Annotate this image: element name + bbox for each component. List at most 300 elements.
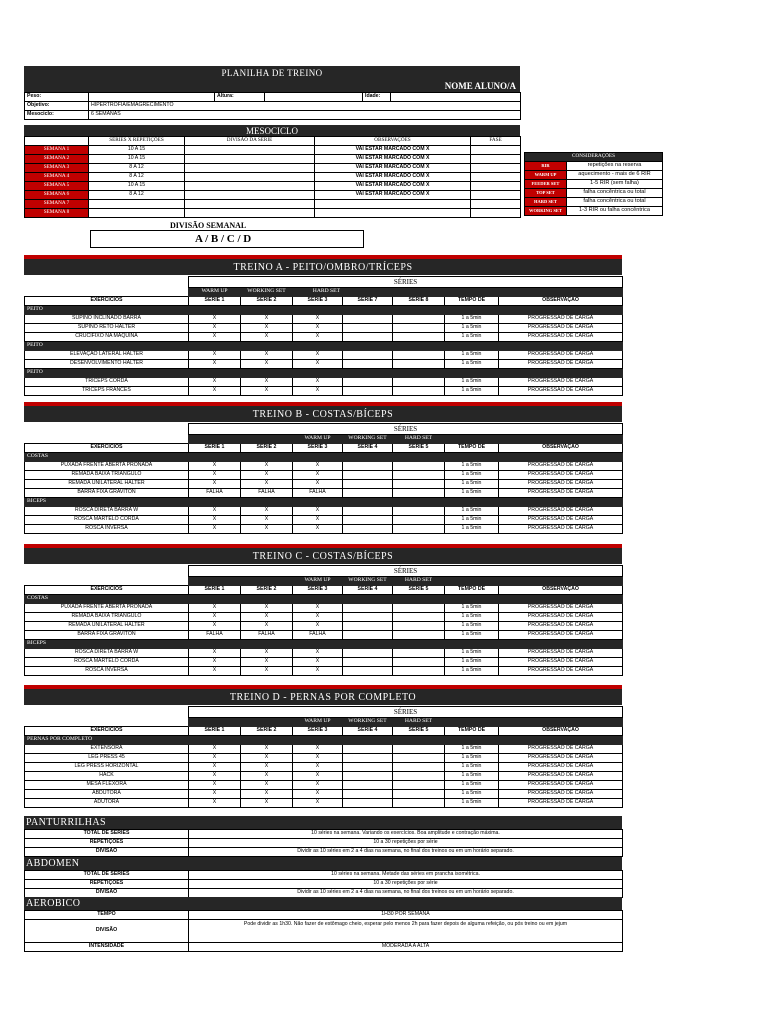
set-cell[interactable]: X xyxy=(293,622,343,631)
exercise-name: SUPINO RETO HALTER xyxy=(25,324,189,333)
blank-cell xyxy=(25,288,189,297)
set-cell[interactable] xyxy=(393,315,445,324)
blank-cell xyxy=(25,718,189,727)
set-cell[interactable] xyxy=(343,315,393,324)
tempo-cell[interactable]: 1 a 5min xyxy=(445,604,499,613)
tempo-cell[interactable]: 1 a 5min xyxy=(445,324,499,333)
set-cell[interactable]: X xyxy=(293,613,343,622)
exercise-row xyxy=(25,799,623,808)
set-cell[interactable]: X xyxy=(293,781,343,790)
set-cell[interactable]: FALHA xyxy=(189,631,241,640)
set-cell[interactable] xyxy=(343,489,393,498)
observacao-cell[interactable]: PROGRESSÃO DE CARGA xyxy=(499,745,623,754)
set-cell[interactable] xyxy=(343,378,393,387)
meso-week-obs[interactable] xyxy=(315,209,471,218)
observacao-cell[interactable]: PROGRESSÃO DE CARGA xyxy=(499,604,623,613)
col-serie: SÉRIE 2 xyxy=(241,444,293,453)
meso-week-obs[interactable] xyxy=(315,200,471,209)
col-serie: SÉRIE 1 xyxy=(189,727,241,736)
meso-week-fase[interactable] xyxy=(471,182,521,191)
tempo-cell[interactable]: 1 a 5min xyxy=(445,360,499,369)
tempo-cell[interactable]: 1 a 5min xyxy=(445,658,499,667)
observacao-cell[interactable]: PROGRESSÃO DE CARGA xyxy=(499,667,623,676)
set-cell[interactable] xyxy=(343,604,393,613)
notes-key: TOTAL DE SÉRIES xyxy=(25,830,189,839)
observacao-cell[interactable]: PROGRESSÃO DE CARGA xyxy=(499,315,623,324)
set-cell[interactable]: X xyxy=(241,387,293,396)
set-cell[interactable]: X xyxy=(189,613,241,622)
set-cell[interactable] xyxy=(343,525,393,534)
set-cell[interactable] xyxy=(393,658,445,667)
set-cell[interactable] xyxy=(343,631,393,640)
divisao-value: A / B / C / D xyxy=(195,233,252,245)
notes-value[interactable]: 10 séries na semana. Metade das séries em prancha isométrica. xyxy=(189,871,623,880)
observacao-cell[interactable]: PROGRESSÃO DE CARGA xyxy=(499,333,623,342)
meso-week-fase[interactable] xyxy=(471,173,521,182)
meso-week-divisao[interactable] xyxy=(185,173,315,182)
set-cell[interactable] xyxy=(393,745,445,754)
set-cell[interactable]: FALHA xyxy=(241,631,293,640)
meso-week-reps[interactable]: 8 A 12 xyxy=(89,164,185,173)
set-cell[interactable]: X xyxy=(241,790,293,799)
set-cell[interactable] xyxy=(393,489,445,498)
meso-week-label: SEMANA 2 xyxy=(25,155,89,164)
set-cell[interactable]: X xyxy=(293,799,343,808)
set-cell[interactable] xyxy=(393,516,445,525)
consideracao-term: WORKING SET xyxy=(525,207,567,216)
set-cell[interactable] xyxy=(343,622,393,631)
set-cell[interactable] xyxy=(343,763,393,772)
set-cell[interactable] xyxy=(343,360,393,369)
set-cell[interactable]: X xyxy=(293,351,343,360)
observacao-cell[interactable]: PROGRESSÃO DE CARGA xyxy=(499,649,623,658)
meso-week-row xyxy=(25,164,521,173)
set-cell[interactable]: X xyxy=(293,745,343,754)
set-cell[interactable]: X xyxy=(189,480,241,489)
set-cell[interactable]: X xyxy=(241,604,293,613)
observacao-cell[interactable]: PROGRESSÃO DE CARGA xyxy=(499,471,623,480)
set-type-cell xyxy=(445,718,499,727)
set-cell[interactable] xyxy=(393,333,445,342)
set-cell[interactable] xyxy=(393,649,445,658)
set-cell[interactable]: X xyxy=(241,333,293,342)
notes-section-title-text: ABDOMEN xyxy=(26,858,80,869)
set-type-cell xyxy=(445,577,499,586)
set-cell[interactable] xyxy=(393,799,445,808)
set-cell[interactable]: X xyxy=(241,480,293,489)
observacao-cell[interactable]: PROGRESSÃO DE CARGA xyxy=(499,613,623,622)
set-cell[interactable] xyxy=(343,790,393,799)
set-cell[interactable]: X xyxy=(293,462,343,471)
tempo-cell[interactable]: 1 a 5min xyxy=(445,790,499,799)
set-cell[interactable]: X xyxy=(241,462,293,471)
observacao-cell[interactable]: PROGRESSÃO DE CARGA xyxy=(499,387,623,396)
meso-week-obs[interactable]: VAI ESTAR MARCADO COM X xyxy=(315,146,471,155)
set-cell[interactable]: X xyxy=(241,378,293,387)
set-cell[interactable]: X xyxy=(241,649,293,658)
set-cell[interactable]: X xyxy=(293,507,343,516)
set-cell[interactable]: X xyxy=(189,772,241,781)
notes-value[interactable]: Dividir as 10 séries em 2 a 4 dias na semana, no final dos treinos ou em um horário separado. xyxy=(189,848,623,857)
set-cell[interactable]: X xyxy=(293,790,343,799)
objetivo-value[interactable]: HIPERTROFIA/EMAGRECIMENTO xyxy=(89,102,521,111)
observacao-cell[interactable]: PROGRESSÃO DE CARGA xyxy=(499,622,623,631)
set-type-cell xyxy=(343,288,393,297)
exercise-row xyxy=(25,622,623,631)
set-cell[interactable] xyxy=(393,480,445,489)
set-cell[interactable]: X xyxy=(293,324,343,333)
set-cell[interactable] xyxy=(343,507,393,516)
set-cell[interactable] xyxy=(393,507,445,516)
section-title xyxy=(24,689,622,705)
observacao-cell[interactable]: PROGRESSÃO DE CARGA xyxy=(499,525,623,534)
tempo-cell[interactable]: 1 a 5min xyxy=(445,387,499,396)
set-cell[interactable]: X xyxy=(293,516,343,525)
set-cell[interactable]: X xyxy=(293,471,343,480)
set-cell[interactable] xyxy=(393,667,445,676)
set-cell[interactable] xyxy=(393,324,445,333)
observacao-cell[interactable]: PROGRESSÃO DE CARGA xyxy=(499,763,623,772)
observacao-cell[interactable]: PROGRESSÃO DE CARGA xyxy=(499,781,623,790)
observacao-cell[interactable]: PROGRESSÃO DE CARGA xyxy=(499,480,623,489)
tempo-cell[interactable]: 1 a 5min xyxy=(445,781,499,790)
col-serie: SÉRIE 3 xyxy=(293,727,343,736)
tempo-cell[interactable]: 1 a 5min xyxy=(445,772,499,781)
set-cell[interactable]: X xyxy=(293,315,343,324)
notes-section-title-text: AEROBICO xyxy=(26,898,81,909)
set-cell[interactable] xyxy=(343,754,393,763)
set-cell[interactable] xyxy=(393,613,445,622)
set-cell[interactable]: X xyxy=(189,754,241,763)
set-type-cell xyxy=(241,435,293,444)
set-cell[interactable] xyxy=(393,754,445,763)
meso-week-obs[interactable]: VAI ESTAR MARCADO COM X xyxy=(315,164,471,173)
set-cell[interactable]: FALHA xyxy=(241,489,293,498)
set-cell[interactable] xyxy=(343,480,393,489)
tempo-cell[interactable]: 1 a 5min xyxy=(445,631,499,640)
tempo-cell[interactable]: 1 a 5min xyxy=(445,351,499,360)
tempo-cell[interactable]: 1 a 5min xyxy=(445,622,499,631)
set-type-row xyxy=(25,288,623,297)
meso-week-obs[interactable]: VAI ESTAR MARCADO COM X xyxy=(315,191,471,200)
set-cell[interactable] xyxy=(343,462,393,471)
set-cell[interactable]: X xyxy=(241,516,293,525)
meso-week-label: SEMANA 1 xyxy=(25,146,89,155)
tempo-cell[interactable]: 1 a 5min xyxy=(445,754,499,763)
meso-week-divisao[interactable] xyxy=(185,200,315,209)
working-set-label: WORKING SET xyxy=(343,435,393,444)
meso-week-obs[interactable]: VAI ESTAR MARCADO COM X xyxy=(315,173,471,182)
observacao-cell[interactable]: PROGRESSÃO DE CARGA xyxy=(499,462,623,471)
warm-up-label: WARM UP xyxy=(293,577,343,586)
tempo-cell[interactable]: 1 a 5min xyxy=(445,799,499,808)
set-cell[interactable]: X xyxy=(241,658,293,667)
tempo-cell[interactable]: 1 a 5min xyxy=(445,471,499,480)
exercise-row xyxy=(25,507,623,516)
meso-week-reps[interactable]: 10 A 15 xyxy=(89,182,185,191)
exercise-name: ROSCA DIRETA BARRA W xyxy=(25,507,189,516)
tempo-cell[interactable]: 1 a 5min xyxy=(445,507,499,516)
consideracao-desc: 1-5 RIR (sem falha) xyxy=(567,180,663,189)
tempo-cell[interactable]: 1 a 5min xyxy=(445,378,499,387)
set-cell[interactable] xyxy=(393,471,445,480)
set-cell[interactable]: X xyxy=(293,763,343,772)
notes-value[interactable]: Dividir as 10 séries em 2 a 4 dias na semana, no final dos treinos ou em um horário separado. xyxy=(189,889,623,898)
col-observacao: OBSERVAÇÃO xyxy=(499,444,623,453)
exercise-name: REMADA BAIXA TRIANGULO xyxy=(25,471,189,480)
meso-week-divisao[interactable] xyxy=(185,209,315,218)
set-cell[interactable]: X xyxy=(189,360,241,369)
meso-week-reps[interactable]: 8 A 12 xyxy=(89,173,185,182)
set-cell[interactable]: X xyxy=(293,387,343,396)
meso-week-divisao[interactable] xyxy=(185,164,315,173)
set-cell[interactable]: X xyxy=(293,333,343,342)
meso-week-reps[interactable]: 10 A 15 xyxy=(89,146,185,155)
set-type-row xyxy=(25,435,623,444)
col-exercicios: EXERCÍCIOS xyxy=(25,727,189,736)
set-cell[interactable]: X xyxy=(241,622,293,631)
tempo-cell[interactable]: 1 a 5min xyxy=(445,462,499,471)
set-cell[interactable]: X xyxy=(189,516,241,525)
tempo-cell[interactable]: 1 a 5min xyxy=(445,649,499,658)
tempo-cell[interactable]: 1 a 5min xyxy=(445,516,499,525)
set-cell[interactable] xyxy=(393,763,445,772)
meso-week-reps[interactable] xyxy=(89,209,185,218)
tempo-cell[interactable]: 1 a 5min xyxy=(445,333,499,342)
observacao-cell[interactable]: PROGRESSÃO DE CARGA xyxy=(499,790,623,799)
col-exercicios: EXERCÍCIOS xyxy=(25,297,189,306)
exercise-row xyxy=(25,471,623,480)
exercise-row xyxy=(25,667,623,676)
set-cell[interactable]: X xyxy=(241,315,293,324)
set-cell[interactable]: X xyxy=(189,622,241,631)
observacao-cell[interactable]: PROGRESSÃO DE CARGA xyxy=(499,351,623,360)
student-name-bar xyxy=(24,80,520,92)
set-cell[interactable]: X xyxy=(189,745,241,754)
mesociclo-label: Mesociclo: xyxy=(25,111,89,120)
notes-value[interactable]: 10 a 30 repetições por série xyxy=(189,880,623,889)
meso-week-reps[interactable] xyxy=(89,200,185,209)
set-cell[interactable] xyxy=(343,658,393,667)
set-cell[interactable] xyxy=(393,604,445,613)
set-cell[interactable]: X xyxy=(189,781,241,790)
tempo-cell[interactable]: 1 a 5min xyxy=(445,667,499,676)
set-cell[interactable]: X xyxy=(189,649,241,658)
notes-key: REPETIÇÕES xyxy=(25,880,189,889)
notes-value[interactable]: 10 a 30 repetições por série xyxy=(189,839,623,848)
set-cell[interactable] xyxy=(393,525,445,534)
notes-section-title xyxy=(24,857,622,870)
set-cell[interactable] xyxy=(343,745,393,754)
set-cell[interactable] xyxy=(343,649,393,658)
set-cell[interactable]: X xyxy=(241,351,293,360)
set-cell[interactable] xyxy=(393,360,445,369)
observacao-cell[interactable]: PROGRESSÃO DE CARGA xyxy=(499,489,623,498)
set-cell[interactable] xyxy=(393,622,445,631)
set-cell[interactable] xyxy=(393,462,445,471)
set-cell[interactable]: X xyxy=(189,507,241,516)
set-cell[interactable] xyxy=(343,516,393,525)
divisao-title: DIVISÃO SEMANAL xyxy=(170,221,247,230)
notes-value[interactable]: Pode dividir as 1h30. Não fazer de estômago cheio, esperar pelo menos 2h para fazer depois de alguma refeição, ou pós treino ou em jejum xyxy=(189,920,623,943)
set-cell[interactable]: X xyxy=(189,462,241,471)
set-cell[interactable]: FALHA xyxy=(293,489,343,498)
set-cell[interactable]: X xyxy=(293,378,343,387)
set-cell[interactable]: X xyxy=(293,667,343,676)
consideracoes-title: CONSIDERAÇÕES xyxy=(525,153,663,162)
tempo-cell[interactable]: 1 a 5min xyxy=(445,489,499,498)
blank-cell xyxy=(25,277,189,288)
set-cell[interactable]: X xyxy=(241,471,293,480)
set-cell[interactable] xyxy=(343,772,393,781)
exercise-row xyxy=(25,772,623,781)
notes-value[interactable]: 10 séries na semana. Variando os exercícios. Boa amplitude e contração máxima. xyxy=(189,830,623,839)
meso-week-obs[interactable]: VAI ESTAR MARCADO COM X xyxy=(315,155,471,164)
notes-value[interactable]: MODERADA A ALTA xyxy=(189,943,623,952)
set-cell[interactable]: X xyxy=(293,360,343,369)
set-cell[interactable] xyxy=(343,471,393,480)
set-cell[interactable]: X xyxy=(241,781,293,790)
meso-week-fase[interactable] xyxy=(471,209,521,218)
set-cell[interactable] xyxy=(393,351,445,360)
exercise-name: PUXADA FRENTE ABERTA PRONADA xyxy=(25,462,189,471)
observacao-cell[interactable]: PROGRESSÃO DE CARGA xyxy=(499,378,623,387)
exercise-row xyxy=(25,489,623,498)
set-type-cell xyxy=(189,577,241,586)
set-cell[interactable]: X xyxy=(241,324,293,333)
set-cell[interactable]: X xyxy=(189,324,241,333)
divisao-box xyxy=(90,230,364,248)
set-cell[interactable]: X xyxy=(293,525,343,534)
set-cell[interactable] xyxy=(343,387,393,396)
set-cell[interactable] xyxy=(393,781,445,790)
set-cell[interactable]: X xyxy=(293,649,343,658)
set-cell[interactable]: X xyxy=(293,658,343,667)
meso-week-divisao[interactable] xyxy=(185,155,315,164)
tempo-cell[interactable]: 1 a 5min xyxy=(445,613,499,622)
set-cell[interactable]: X xyxy=(241,507,293,516)
mesociclo-title xyxy=(24,125,520,136)
tempo-cell[interactable]: 1 a 5min xyxy=(445,763,499,772)
set-cell[interactable] xyxy=(343,613,393,622)
set-cell[interactable] xyxy=(393,378,445,387)
set-cell[interactable]: X xyxy=(189,763,241,772)
section-title xyxy=(24,259,622,275)
set-cell[interactable]: X xyxy=(241,360,293,369)
exercise-name: MESA FLEXORA xyxy=(25,781,189,790)
set-cell[interactable]: X xyxy=(241,763,293,772)
observacao-cell[interactable]: PROGRESSÃO DE CARGA xyxy=(499,516,623,525)
set-cell[interactable] xyxy=(393,387,445,396)
set-cell[interactable] xyxy=(343,324,393,333)
observacao-cell[interactable]: PROGRESSÃO DE CARGA xyxy=(499,772,623,781)
set-cell[interactable]: X xyxy=(189,658,241,667)
set-cell[interactable]: X xyxy=(189,333,241,342)
set-cell[interactable]: X xyxy=(241,745,293,754)
meso-week-fase[interactable] xyxy=(471,191,521,200)
blank-cell xyxy=(25,424,189,435)
set-cell[interactable]: X xyxy=(189,315,241,324)
tempo-cell[interactable]: 1 a 5min xyxy=(445,315,499,324)
meso-week-fase[interactable] xyxy=(471,200,521,209)
set-cell[interactable]: FALHA xyxy=(189,489,241,498)
set-cell[interactable]: X xyxy=(241,613,293,622)
set-cell[interactable]: X xyxy=(293,754,343,763)
set-cell[interactable]: X xyxy=(241,799,293,808)
observacao-cell[interactable]: PROGRESSÃO DE CARGA xyxy=(499,324,623,333)
set-cell[interactable]: X xyxy=(293,480,343,489)
set-cell[interactable] xyxy=(343,799,393,808)
set-cell[interactable]: X xyxy=(241,754,293,763)
set-cell[interactable]: X xyxy=(189,378,241,387)
set-cell[interactable]: X xyxy=(189,525,241,534)
set-cell[interactable]: X xyxy=(293,772,343,781)
meso-week-divisao[interactable] xyxy=(185,191,315,200)
observacao-cell[interactable]: PROGRESSÃO DE CARGA xyxy=(499,631,623,640)
set-cell[interactable]: FALHA xyxy=(293,631,343,640)
objective-table xyxy=(24,101,521,120)
set-cell[interactable]: X xyxy=(189,471,241,480)
notes-value[interactable]: 1H30 POR SEMANA xyxy=(189,911,623,920)
notes-section-title-text: PANTURRILHAS xyxy=(26,817,107,828)
group-row xyxy=(25,595,623,604)
student-name: NOME ALUNO/A xyxy=(444,81,516,91)
tempo-cell[interactable]: 1 a 5min xyxy=(445,480,499,489)
tempo-cell[interactable]: 1 a 5min xyxy=(445,745,499,754)
notes-row xyxy=(25,943,623,952)
meso-week-fase[interactable] xyxy=(471,164,521,173)
group-row xyxy=(25,736,623,745)
set-cell[interactable] xyxy=(393,790,445,799)
set-cell[interactable] xyxy=(393,772,445,781)
set-cell[interactable] xyxy=(343,667,393,676)
set-cell[interactable]: X xyxy=(241,525,293,534)
set-cell[interactable]: X xyxy=(241,667,293,676)
set-cell[interactable] xyxy=(393,631,445,640)
notes-key: DIVISÃO xyxy=(25,920,189,943)
mesociclo-value[interactable]: 6 SEMANAS xyxy=(89,111,521,120)
set-cell[interactable] xyxy=(343,351,393,360)
meso-week-reps[interactable]: 8 A 12 xyxy=(89,191,185,200)
set-cell[interactable] xyxy=(343,333,393,342)
meso-week-fase[interactable] xyxy=(471,155,521,164)
set-cell[interactable]: X xyxy=(189,667,241,676)
meso-week-obs[interactable]: VAI ESTAR MARCADO COM X xyxy=(315,182,471,191)
set-cell[interactable] xyxy=(343,781,393,790)
set-cell[interactable]: X xyxy=(189,790,241,799)
exercise-row xyxy=(25,763,623,772)
set-cell[interactable]: X xyxy=(241,772,293,781)
set-type-cell xyxy=(499,288,623,297)
observacao-cell[interactable]: PROGRESSÃO DE CARGA xyxy=(499,799,623,808)
observacao-cell[interactable]: PROGRESSÃO DE CARGA xyxy=(499,507,623,516)
meso-week-divisao[interactable] xyxy=(185,182,315,191)
set-cell[interactable]: X xyxy=(189,604,241,613)
meso-week-row xyxy=(25,209,521,218)
tempo-cell[interactable]: 1 a 5min xyxy=(445,525,499,534)
meso-week-divisao[interactable] xyxy=(185,146,315,155)
set-cell[interactable]: X xyxy=(189,387,241,396)
observacao-cell[interactable]: PROGRESSÃO DE CARGA xyxy=(499,658,623,667)
set-cell[interactable]: X xyxy=(293,604,343,613)
set-cell[interactable]: X xyxy=(189,799,241,808)
observacao-cell[interactable]: PROGRESSÃO DE CARGA xyxy=(499,754,623,763)
meso-week-reps[interactable]: 10 A 15 xyxy=(89,155,185,164)
observacao-cell[interactable]: PROGRESSÃO DE CARGA xyxy=(499,360,623,369)
section-title-text: TREINO D - PERNAS POR COMPLETO xyxy=(229,691,417,703)
meso-week-fase[interactable] xyxy=(471,146,521,155)
set-cell[interactable]: X xyxy=(189,351,241,360)
